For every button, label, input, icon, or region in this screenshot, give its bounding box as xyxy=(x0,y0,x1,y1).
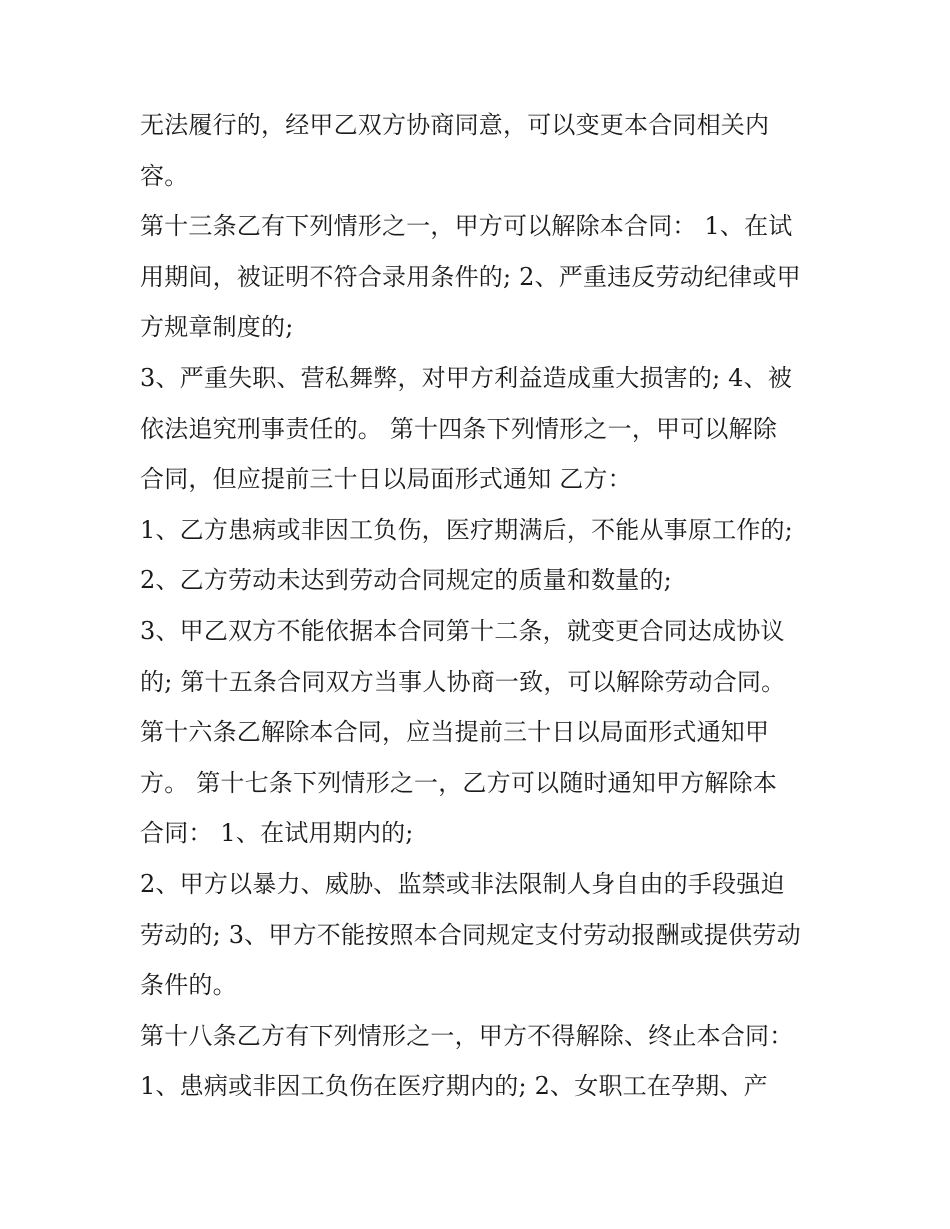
contract-text xyxy=(140,100,830,1112)
text-line: 第十八条乙方有下列情形之一，甲方不得解除、终止本合同： xyxy=(140,1021,794,1050)
text-line: 1、乙方患病或非因工负伤，医疗期满后，不能从事原工作的; xyxy=(140,515,793,544)
text-line: 方规章制度的; xyxy=(140,313,294,342)
text-line: 方。 第十七条下列情形之一，乙方可以随时通知甲方解除本 xyxy=(140,768,778,797)
text-line: 3、甲乙双方不能依据本合同第十二条，就变更合同达成协议 xyxy=(140,616,785,645)
text-line: 依法追究刑事责任的。 第十四条下列情形之一，甲可以解除 xyxy=(140,414,778,443)
text-line: 劳动的; 3、甲方不能按照本合同规定支付劳动报酬或提供劳动 xyxy=(140,920,801,949)
text-line: 2、甲方以暴力、威胁、监禁或非法限制人身自由的手段强迫 xyxy=(140,869,785,898)
text-line: 合同，但应提前三十日以局面形式通知 乙方： xyxy=(140,465,632,494)
text-line: 条件的。 xyxy=(140,971,237,1000)
text-line: 用期间，被证明不符合录用条件的; 2、严重违反劳动纪律或甲 xyxy=(140,262,801,291)
text-line: 合同： 1、在试用期内的; xyxy=(140,819,414,848)
text-line: 的; 第十五条合同双方当事人协商一致，可以解除劳动合同。 xyxy=(140,667,786,696)
text-line: 2、乙方劳动未达到劳动合同规定的质量和数量的; xyxy=(140,566,672,595)
text-line: 第十三条乙有下列情形之一，甲方可以解除本合同： 1、在试 xyxy=(140,212,793,241)
text-line: 无法履行的，经甲乙双方协商同意，可以变更本合同相关内 xyxy=(140,111,770,139)
text-line: 1、患病或非因工负伤在医疗期内的; 2、女职工在孕期、产 xyxy=(140,1072,768,1101)
text-line: 容。 xyxy=(140,161,189,190)
text-line: 3、严重失职、营私舞弊，对甲方利益造成重大损害的; 4、被 xyxy=(140,363,793,392)
text-line: 第十六条乙解除本合同，应当提前三十日以局面形式通知甲 xyxy=(140,718,770,747)
